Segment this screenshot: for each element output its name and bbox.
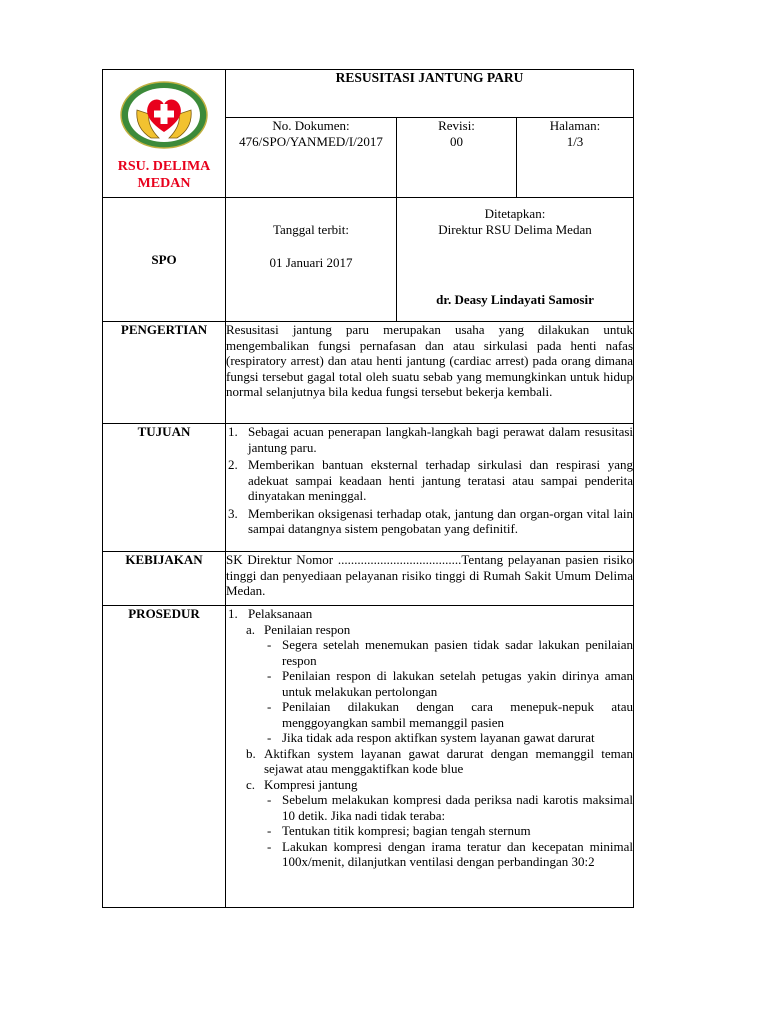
step-title: Pelaksanaan bbox=[248, 606, 313, 621]
dash-bullet: - bbox=[267, 637, 272, 652]
revisi-label: Revisi: bbox=[438, 118, 475, 133]
tujuan-label: TUJUAN bbox=[103, 424, 226, 552]
sub-step-b bbox=[226, 746, 633, 777]
sub-step-letter: b. bbox=[246, 745, 256, 761]
pengertian-label: PENGERTIAN bbox=[103, 322, 226, 424]
list-item-text: Jika tidak ada respon aktifkan system layanan gawat darurat bbox=[282, 730, 595, 745]
sub-step-text: Aktifkan system layanan gawat darurat dengan memanggil teman sejawat atau menggaktifkan kode blue bbox=[264, 745, 634, 776]
list-item-text: Lakukan kompresi dengan irama teratur dan kecepatan minimal 100x/menit, dilanjutkan ventilasi dengan perbandingan 30:2 bbox=[282, 838, 634, 869]
prosedur-cell bbox=[226, 606, 634, 908]
hospital-name bbox=[103, 158, 225, 192]
tujuan-item bbox=[226, 457, 633, 504]
list-item-text: Tentukan titik kompresi; bagian tengah sternum bbox=[282, 823, 531, 838]
tujuan-item-number: 3. bbox=[228, 505, 238, 521]
sub-step-title: Kompresi jantung bbox=[264, 776, 358, 792]
signatory-name: dr. Deasy Lindayati Samosir bbox=[436, 292, 594, 307]
ditetapkan-cell bbox=[397, 198, 634, 322]
list-item bbox=[226, 699, 633, 730]
tujuan-item bbox=[226, 506, 633, 537]
list-item bbox=[226, 823, 633, 839]
dash-bullet: - bbox=[267, 823, 272, 838]
pengertian-text: Resusitasi jantung paru merupakan usaha yang dilakukan untuk mengembalikan fungsi pernafasan dan atau sirkulasi pada henti nafas (respiratory arrest) dan atau henti jantung (cardiac arrest) pada orang dimana fungsi tersebut gagal total oleh suatu sebab yang memungkinkan untuk hidup normal selanjutnya bila kedua fungsi tersebut bekerja kembali. bbox=[226, 322, 634, 424]
spo-table bbox=[102, 69, 634, 908]
hospital-name-line1: RSU. DELIMA bbox=[117, 158, 211, 174]
tujuan-item-text: Memberikan oksigenasi terhadap otak, jantung dan organ-organ vital lain sampai datangnya sistem pengobatan yang definitif. bbox=[248, 505, 634, 536]
tujuan-item-number: 2. bbox=[228, 457, 238, 472]
ditetapkan-label: Ditetapkan: bbox=[484, 206, 546, 221]
doc-number-value: 476/SPO/YANMED/I/2017 bbox=[239, 133, 383, 149]
kebijakan-text: SK Direktur Nomor ......................................Tentang pelayanan pasien risiko tinggi dan penyediaan pelayanan risiko tinggi di Rumah Sakit Umum Delima Medan. bbox=[226, 552, 634, 606]
list-item-text: Segera setelah menemukan pasien tidak sadar lakukan penilaian respon bbox=[282, 637, 634, 668]
list-item bbox=[226, 637, 633, 668]
tujuan-list bbox=[226, 424, 633, 537]
tujuan-item-text: Sebagai acuan penerapan langkah-langkah bagi perawat dalam resusitasi jantung paru. bbox=[248, 424, 634, 455]
dash-bullet: - bbox=[267, 838, 272, 854]
step-number: 1. bbox=[228, 606, 238, 621]
logo-cell bbox=[103, 70, 226, 198]
list-item-text: Penilaian dilakukan dengan cara menepuk-nepuk atau menggoyangkan sambil memanggil pasien bbox=[282, 699, 634, 730]
spo-label: SPO bbox=[103, 198, 226, 322]
sub-step-a bbox=[226, 622, 633, 638]
hospital-logo bbox=[119, 80, 209, 150]
sub-step-c bbox=[226, 777, 633, 793]
list-item-text: Sebelum melakukan kompresi dada periksa nadi karotis maksimal 10 detik. Jika nadi tidak teraba: bbox=[282, 792, 634, 823]
dash-bullet: - bbox=[267, 730, 272, 745]
list-item-text: Penilaian respon di lakukan setelah petugas yakin dirinya aman untuk melakukan pertolongan bbox=[282, 668, 634, 699]
list-item bbox=[226, 668, 633, 699]
tanggal-value: 01 Januari 2017 bbox=[269, 254, 353, 270]
hospital-name-line2: MEDAN bbox=[137, 175, 191, 191]
tujuan-cell bbox=[226, 424, 634, 552]
dash-bullet: - bbox=[267, 668, 272, 683]
sub-step-title: Penilaian respon bbox=[264, 621, 351, 637]
dash-bullet: - bbox=[267, 699, 272, 714]
halaman-value: 1/3 bbox=[566, 133, 584, 149]
tujuan-item-text: Memberikan bantuan eksternal terhadap sirkulasi dan respirasi yang adekuat sampai keadaan henti jantung teratasi atau sampai penderita dinyatakan meninggal. bbox=[248, 457, 634, 503]
list-item bbox=[226, 839, 633, 870]
list-item bbox=[226, 730, 633, 746]
tujuan-item-number: 1. bbox=[228, 424, 238, 439]
ditetapkan-value: Direktur RSU Delima Medan bbox=[438, 221, 592, 237]
doc-number-label: No. Dokumen: bbox=[272, 118, 350, 133]
list-item bbox=[226, 792, 633, 823]
doc-number-cell bbox=[226, 118, 397, 198]
prosedur-label: PROSEDUR bbox=[103, 606, 226, 908]
tujuan-item bbox=[226, 424, 633, 455]
tanggal-cell bbox=[226, 198, 397, 322]
tanggal-label: Tanggal terbit: bbox=[273, 222, 349, 237]
halaman-cell bbox=[517, 118, 634, 198]
revisi-cell bbox=[397, 118, 517, 198]
kebijakan-label: KEBIJAKAN bbox=[103, 552, 226, 606]
sub-step-letter: c. bbox=[246, 776, 256, 792]
document-title: RESUSITASI JANTUNG PARU bbox=[226, 70, 634, 118]
revisi-value: 00 bbox=[450, 133, 463, 149]
sub-step-letter: a. bbox=[246, 621, 256, 637]
prosedur-step bbox=[226, 606, 633, 622]
dash-bullet: - bbox=[267, 792, 272, 807]
halaman-label: Halaman: bbox=[549, 118, 601, 133]
